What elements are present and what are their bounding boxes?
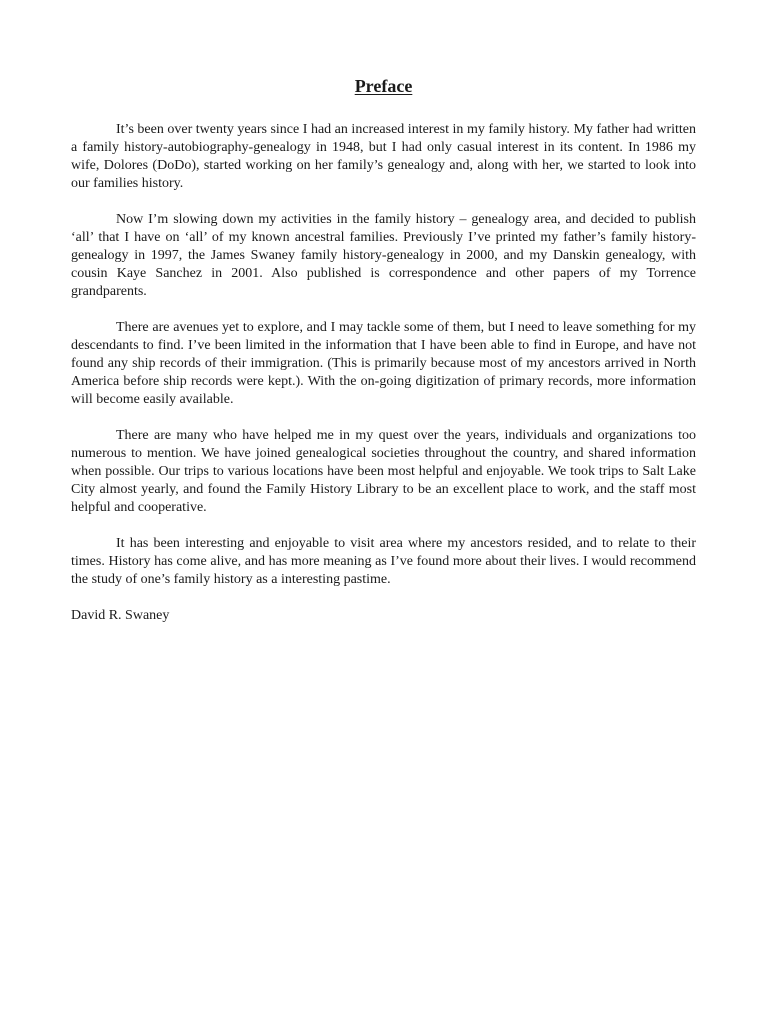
paragraph-5: It has been interesting and enjoyable to visit area where my ancestors resided, and to relate to their times. History has come alive, and has more meaning as I’ve found more about their lives. I would recommend the study of one’s family history as a interesting pastime. — [71, 536, 696, 587]
document-body — [71, 121, 696, 625]
paragraph-4: There are many who have helped me in my quest over the years, individuals and organizations too numerous to mention. We have joined genealogical societies throughout the country, and shared information when possible. Our trips to various locations have been most helpful and enjoyable. We took trips to Salt Lake City almost yearly, and found the Family History Library to be an excellent place to work, and the staff most helpful and cooperative. — [71, 428, 696, 515]
author-signature: David R. Swaney — [71, 608, 170, 623]
paragraph-3: There are avenues yet to explore, and I may tackle some of them, but I need to leave something for my descendants to find. I’ve been limited in the information that I have been able to find in Europe, and have not found any ship records of their immigration. (This is primarily because most of my ancestors arrived in North America before ship records were kept.). With the on-going digitization of primary records, more information will become easily available. — [71, 320, 696, 407]
paragraph-2: Now I’m slowing down my activities in the family history – genealogy area, and decided to publish ‘all’ that I have on ‘all’ of my known ancestral families. Previously I’ve printed my father’s family history-genealogy in 1997, the James Swaney family history-genealogy in 2000, and my Danskin genealogy, with cousin Kaye Sanchez in 2001. Also published is correspondence and other papers of my Torrence grandparents. — [71, 212, 696, 299]
page-title: Preface — [354, 76, 413, 96]
paragraph-1: It’s been over twenty years since I had an increased interest in my family history. My father had written a family history-autobiography-genealogy in 1948, but I had only casual interest in its content. In 1986 my wife, Dolores (DoDo), started working on her family’s genealogy and, along with her, we started to look into our families history. — [71, 122, 696, 191]
